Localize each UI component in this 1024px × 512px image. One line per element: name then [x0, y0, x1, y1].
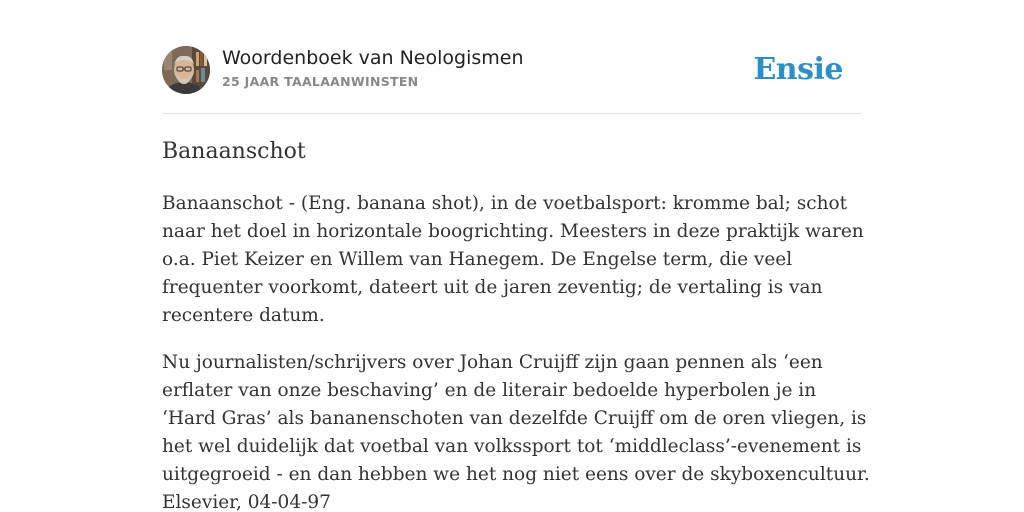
entry-paragraph-definition: Banaanschot - (Eng. banana shot), in de voetbalsport: kromme bal; schot naar het doel in horizontale boogrichting. Meesters in deze praktijk waren o.a. Piet Keizer en Willem van Hanegem. De Engelse term, die veel frequenter voorkomt, dateert uit de jaren zeventig; de vertaling is van recentere datum. — [162, 193, 864, 326]
entry-title: Banaanschot — [162, 139, 306, 164]
header-divider — [162, 113, 862, 114]
author-portrait-icon[interactable] — [162, 46, 210, 94]
source-title[interactable]: Woordenboek van Neologismen — [222, 47, 524, 69]
entry-body — [162, 190, 872, 512]
source-subtitle: 25 JAAR TAALAANWINSTEN — [222, 74, 419, 89]
source-header — [162, 46, 862, 96]
brand-logo[interactable]: Ensie — [753, 52, 843, 87]
entry-paragraph-citation: Nu journalisten/schrijvers over Johan Cruijff zijn gaan pennen als ‘een erflater van onze beschaving’ en de literair bedoelde hyperbolen je in ‘Hard Gras’ als bananenschoten van dezelfde Cruijff om de oren vliegen, is het wel duidelijk dat voetbal van volkssport tot ‘middleclass’-evenement is uitgegroeid - en dan hebben we het nog niet eens over de skyboxencultuur. Elsevier, 04-04-97 — [162, 352, 870, 512]
